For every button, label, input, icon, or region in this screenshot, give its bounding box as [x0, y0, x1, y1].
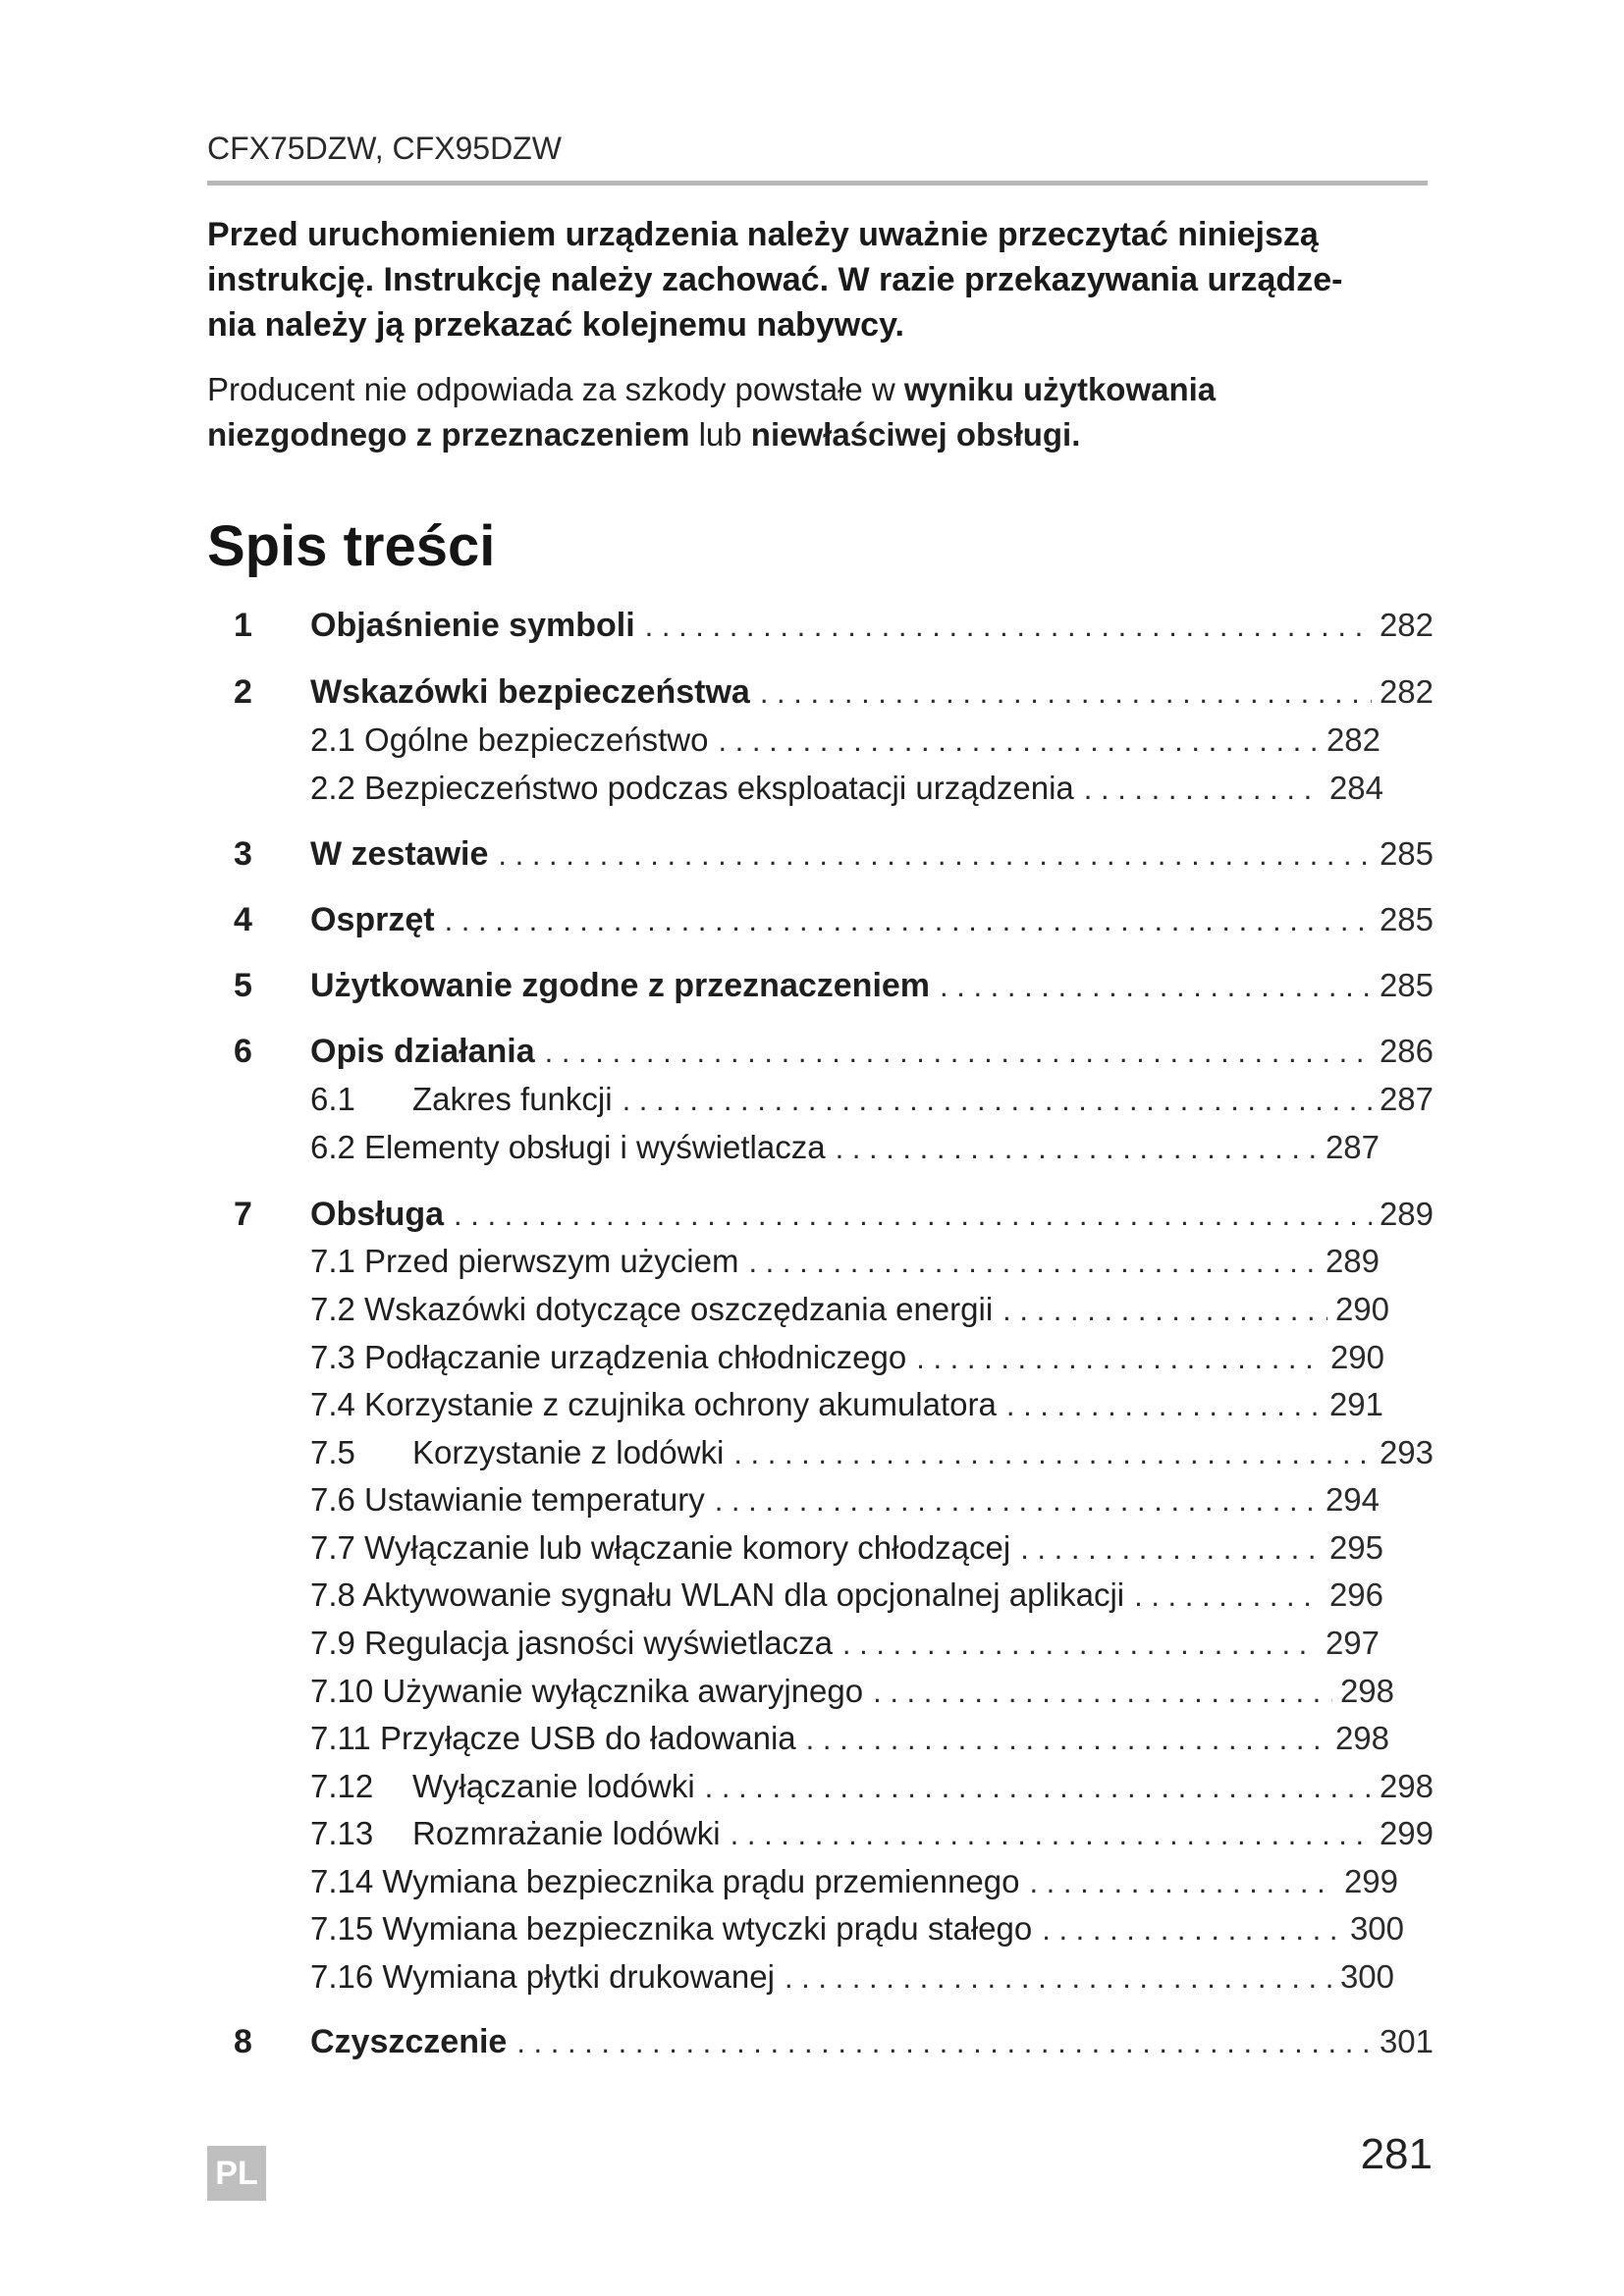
toc-dot-leader: [842, 1627, 1318, 1662]
toc-entry-label: 7.1 Przed pierwszym użyciem: [310, 1243, 739, 1279]
toc-entry-label: 7.2 Wskazówki dotyczące oszczędzania energii: [310, 1291, 994, 1327]
toc-dot-leader: [836, 1131, 1318, 1166]
toc-entry-label: 2.1 Ogólne bezpieczeństwo: [310, 721, 709, 758]
toc-entry-label: 7.14 Wymiana bezpiecznika prądu przemiennego: [310, 1863, 1020, 1899]
toc-dot-leader: [1006, 1388, 1322, 1423]
toc-entry-label: Zakres funkcji: [412, 1081, 613, 1117]
toc-subentry-oszczedzanie-energii[interactable]: [310, 1291, 1389, 1338]
producer-note-normal-text: lub: [689, 416, 751, 453]
toc-entry-label: Objaśnienie symboli: [310, 607, 635, 644]
toc-subentry-wylaczanie-lodowki[interactable]: [310, 1768, 1434, 1815]
toc-entry-uzytkowanie-zgodne[interactable]: [234, 967, 1434, 1014]
toc-entry-czyszczenie[interactable]: [234, 2023, 1434, 2070]
toc-entry-label: Wyłączanie lodówki: [412, 1768, 695, 1804]
warning-line-2: instrukcję. Instrukcję należy zachować. W razie przekazywania urządze-: [207, 261, 1343, 298]
toc-dot-leader: [623, 1083, 1372, 1118]
toc-page-number: 297: [1325, 1625, 1380, 1661]
table-of-contents-title: Spis treści: [207, 514, 496, 578]
toc-dot-leader: [1029, 1865, 1335, 1900]
toc-dot-leader: [1002, 1293, 1327, 1328]
toc-entry-label: 7.7 Wyłączanie lub włączanie komory chłodzącej: [310, 1529, 1011, 1566]
toc-entry-number: 5: [234, 967, 252, 1004]
toc-entry-label: 7.6 Ustawianie temperatury: [310, 1481, 705, 1518]
toc-entry-label: 2.2 Bezpieczeństwo podczas eksploatacji urządzenia: [310, 770, 1074, 806]
toc-dot-leader: [916, 1341, 1323, 1376]
toc-entry-label: Użytkowanie zgodne z przeznaczeniem: [310, 967, 931, 1004]
toc-page-number: 293: [1379, 1434, 1434, 1470]
toc-entry-wskazowki-bezpieczenstwa[interactable]: [234, 673, 1434, 721]
toc-subentry-jasnosc-wyswietlacza[interactable]: [310, 1625, 1380, 1672]
toc-entry-label: 7.15 Wymiana bezpiecznika wtyczki prądu stałego: [310, 1910, 1033, 1947]
toc-page-number: 284: [1328, 770, 1383, 806]
toc-dot-leader: [1084, 772, 1322, 807]
toc-dot-leader: [873, 1675, 1332, 1710]
toc-dot-leader: [454, 1198, 1372, 1233]
producer-liability-note: [207, 367, 1435, 457]
toc-entry-number: 2: [234, 673, 252, 711]
toc-page-number: 299: [1379, 1815, 1434, 1851]
toc-page-number: 287: [1379, 1081, 1434, 1117]
toc-dot-leader: [1020, 1531, 1322, 1567]
producer-note-normal-text: Producent nie odpowiada za szkody powstałe w: [207, 371, 904, 407]
toc-subentry-komora-chlodzaca[interactable]: [310, 1529, 1383, 1576]
toc-dot-leader: [498, 837, 1372, 873]
toc-entry-label: 7.3 Podłączanie urządzenia chłodniczego: [310, 1339, 907, 1375]
warning-line-1: Przed uruchomieniem urządzenia należy uważnie przeczytać niniejszą: [207, 216, 1319, 253]
toc-entry-label: Obsługa: [310, 1196, 445, 1233]
toc-dot-leader: [806, 1722, 1327, 1757]
toc-page-number: 285: [1379, 901, 1434, 937]
toc-dot-leader: [516, 2025, 1372, 2060]
toc-dot-leader: [760, 675, 1372, 711]
toc-entry-number: 1: [234, 607, 252, 644]
toc-entry-label: 7.10 Używanie wyłącznika awaryjnego: [310, 1673, 864, 1709]
toc-entry-label: 7.11 Przyłącze USB do ładowania: [310, 1720, 796, 1756]
toc-page-number: 298: [1379, 1768, 1434, 1804]
toc-subentry-ustawianie-temperatury[interactable]: [310, 1481, 1380, 1528]
toc-page-number: 286: [1379, 1033, 1434, 1069]
toc-dot-leader: [705, 1770, 1372, 1805]
toc-entry-opis-dzialania[interactable]: [234, 1033, 1434, 1080]
producer-note-line-1: [207, 367, 1435, 412]
toc-subentry-przylacze-usb[interactable]: [310, 1720, 1389, 1767]
toc-subentry-sygnal-wlan[interactable]: [310, 1576, 1383, 1624]
toc-entry-obsluga[interactable]: [234, 1196, 1434, 1243]
toc-entry-number: 7: [234, 1196, 252, 1233]
producer-note-bold-text: niezgodnego z przeznaczeniem: [207, 416, 690, 453]
toc-entry-label: 7.16 Wymiana płytki drukowanej: [310, 1958, 775, 1995]
toc-dot-leader: [1134, 1578, 1322, 1614]
toc-entry-label: Opis działania: [310, 1033, 535, 1070]
safety-instruction-warning: [207, 212, 1435, 347]
toc-subentry-przed-pierwszym-uzyciem[interactable]: [310, 1243, 1380, 1290]
toc-subentry-zakres-funkcji[interactable]: [310, 1081, 1434, 1128]
toc-entry-label: Czyszczenie: [310, 2023, 508, 2060]
toc-entry-w-zestawie[interactable]: [234, 835, 1434, 882]
toc-entry-label: Korzystanie z lodówki: [412, 1434, 725, 1470]
producer-note-bold-text: wyniku użytkowania: [903, 371, 1217, 407]
toc-page-number: 282: [1379, 607, 1434, 643]
toc-dot-leader: [1042, 1912, 1342, 1948]
warning-line-3: nia należy ją przekazać kolejnemu nabywcy.: [207, 306, 904, 344]
toc-page-number: 298: [1334, 1720, 1389, 1756]
header-divider: [207, 181, 1428, 186]
toc-entry-label: W zestawie: [310, 835, 489, 873]
toc-page-number: 285: [1379, 835, 1434, 872]
toc-dot-leader: [715, 1483, 1318, 1519]
toc-dot-leader: [718, 723, 1319, 759]
toc-subentry-bezpiecznik-pradu-przemiennego[interactable]: [310, 1863, 1398, 1910]
toc-page-number: 290: [1334, 1291, 1389, 1327]
toc-subentry-plytka-drukowana[interactable]: [310, 1958, 1394, 2005]
toc-page-number: 287: [1325, 1129, 1380, 1165]
toc-subentry-bezpieczenstwo-eksploatacji[interactable]: [310, 770, 1383, 817]
toc-entry-label: 7.4 Korzystanie z czujnika ochrony akumulatora: [310, 1386, 997, 1422]
toc-page-number: 289: [1379, 1196, 1434, 1232]
toc-subentry-podlaczanie-urzadzenia[interactable]: [310, 1339, 1384, 1386]
producer-note-line-2: [207, 412, 1435, 457]
toc-page-number: 296: [1328, 1576, 1383, 1613]
header-model-title: CFX75DZW, CFX95DZW: [207, 131, 562, 166]
toc-dot-leader: [731, 1817, 1372, 1852]
toc-entry-label: Osprzęt: [310, 901, 435, 938]
toc-dot-leader: [733, 1436, 1372, 1471]
toc-page-number: 290: [1329, 1339, 1384, 1375]
toc-dot-leader: [545, 1035, 1372, 1070]
toc-page-number: 291: [1328, 1386, 1383, 1422]
toc-dot-leader: [445, 903, 1372, 938]
toc-entry-objasnienie-symboli[interactable]: [234, 607, 1434, 654]
toc-entry-label: Rozmrażanie lodówki: [412, 1815, 721, 1851]
toc-dot-leader: [645, 609, 1372, 644]
page-number: 281: [1360, 2130, 1433, 2178]
toc-page-number: 301: [1379, 2023, 1434, 2059]
toc-subentry-ogolne-bezpieczenstwo[interactable]: [310, 721, 1380, 769]
toc-page-number: 282: [1326, 721, 1380, 758]
toc-page-number: 285: [1379, 967, 1434, 1003]
toc-page-number: 299: [1343, 1863, 1398, 1899]
toc-entry-number: 3: [234, 835, 252, 873]
toc-page-number: 298: [1339, 1673, 1394, 1709]
toc-subentry-wylacznik-awaryjny[interactable]: [310, 1673, 1394, 1720]
toc-dot-leader: [940, 969, 1372, 1004]
producer-note-bold-text: niewłaściwej obsługi.: [750, 416, 1081, 453]
toc-entry-number: 7.5: [310, 1434, 355, 1470]
toc-page-number: 294: [1325, 1481, 1380, 1518]
toc-subentry-bezpiecznik-pradu-stalego[interactable]: [310, 1910, 1404, 1957]
toc-page-number: 282: [1379, 673, 1434, 710]
language-badge: PL: [207, 2146, 266, 2201]
toc-subentry-korzystanie-z-lodowki[interactable]: [310, 1434, 1434, 1481]
toc-subentry-elementy-obslugi[interactable]: [310, 1129, 1380, 1176]
toc-entry-number: 6: [234, 1033, 252, 1070]
toc-page-number: 289: [1325, 1243, 1380, 1279]
toc-entry-label: 7.8 Aktywowanie sygnału WLAN dla opcjonalnej aplikacji: [310, 1576, 1125, 1613]
toc-entry-label: 6.2 Elementy obsługi i wyświetlacza: [310, 1129, 826, 1165]
toc-entry-number: 6.1: [310, 1081, 355, 1117]
toc-entry-label: Wskazówki bezpieczeństwa: [310, 673, 750, 711]
toc-entry-osprzet[interactable]: [234, 901, 1434, 948]
toc-subentry-czujnik-akumulatora[interactable]: [310, 1386, 1383, 1433]
toc-entry-number: 7.12: [310, 1768, 374, 1804]
toc-entry-number: 7.13: [310, 1815, 374, 1851]
toc-page-number: 300: [1349, 1910, 1404, 1947]
toc-entry-number: 4: [234, 901, 252, 938]
toc-page-number: 295: [1328, 1529, 1383, 1566]
toc-subentry-rozmrazanie-lodowki[interactable]: [310, 1815, 1434, 1862]
toc-dot-leader: [748, 1245, 1317, 1280]
toc-dot-leader: [785, 1960, 1332, 1996]
toc-entry-number: 8: [234, 2023, 252, 2060]
toc-page-number: 300: [1339, 1958, 1394, 1995]
toc-entry-label: 7.9 Regulacja jasności wyświetlacza: [310, 1625, 833, 1661]
